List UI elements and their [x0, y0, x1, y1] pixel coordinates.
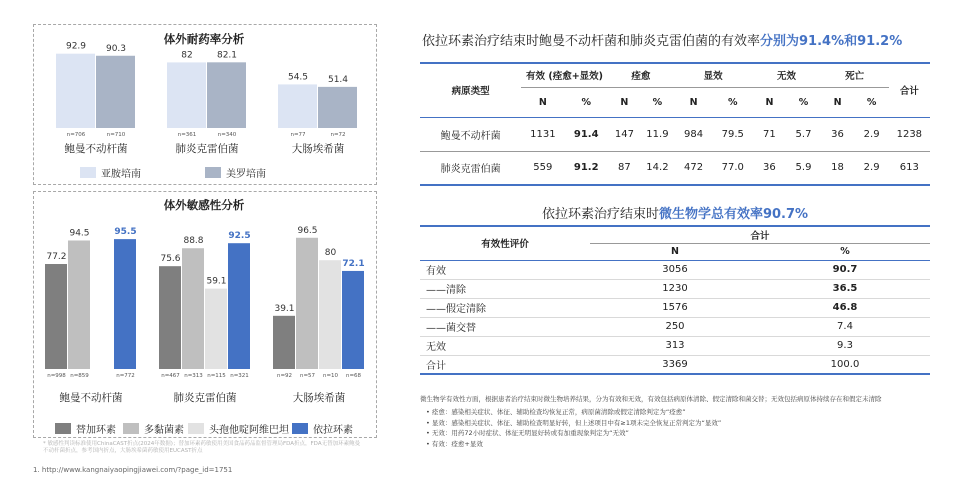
note-item: • 显效：感染相关症状、体征、辅助检查明显好转，但上述项目中有≥1项未完全恢复正常判定为“显效” [426, 418, 722, 427]
data-label: 82 [181, 50, 193, 61]
sample-size-label: n=361 [177, 132, 197, 138]
sample-size-label: n=706 [66, 132, 86, 138]
note-item: • 有效：痊愈+显效 [426, 439, 483, 448]
cell-eff-pct: 91.4 [573, 128, 599, 140]
resistance-title: 体外耐药率分析 [163, 32, 245, 46]
data-label: 90.3 [105, 43, 127, 54]
legend-label: 亚胺培南 [101, 169, 141, 180]
legend-swatch [123, 423, 139, 434]
table2-subheader-pct: % [840, 246, 850, 257]
table1-subheader-pct: % [728, 96, 738, 108]
cell-label: 无效 [426, 342, 446, 353]
bar [278, 84, 317, 128]
bar [114, 239, 136, 369]
sensitivity-legend-tigecycline [55, 421, 116, 436]
cell-p: 100.0 [830, 358, 860, 370]
cell-eff-n: 559 [533, 162, 553, 174]
sample-size-label: n=57 [299, 373, 316, 379]
efficacy-notes [420, 394, 940, 449]
cell-marked-n: 984 [684, 128, 704, 140]
resistance-chart [33, 24, 375, 184]
cell-eff-pct: 91.2 [573, 162, 599, 174]
table1-title-highlight: 分别为91.4%和91.2% [760, 34, 903, 49]
table-row [420, 260, 930, 279]
category-label: 鲍曼不动杆菌 [64, 143, 128, 155]
note-text: 显效：感染相关症状、体征、辅助检查明显好转，但上述项目中有≥1项未完全恢复正常判定为“显效” [431, 418, 722, 427]
data-label: 95.5 [114, 227, 137, 238]
table1-header-cure: 痊愈 [608, 63, 674, 87]
legend-swatch [292, 423, 308, 434]
data-label: 92.9 [65, 41, 87, 52]
note-text: 无效：用药72小时症状、体征无明显好转或有加重现象判定为“无效” [431, 429, 629, 438]
table1-header-invalid: 无效 [752, 63, 820, 87]
table1-title [422, 30, 902, 49]
category-label: 肺炎克雷伯菌 [175, 143, 239, 155]
sample-size-label: n=467 [161, 373, 180, 379]
table-row [420, 279, 930, 298]
table1-subheader-n: N [689, 96, 698, 108]
table-row [420, 298, 930, 317]
table1-subheader-n: N [765, 96, 774, 108]
sensitivity-legend-eravacycline [292, 421, 353, 436]
bar [205, 289, 227, 369]
table1-subheader-n: N [538, 96, 547, 108]
note-text: 有效：痊愈+显效 [431, 439, 483, 448]
cell-cure-n: 87 [618, 162, 631, 174]
cell-total: 613 [899, 162, 919, 174]
cell-label: 有效 [426, 266, 446, 277]
bar [342, 271, 364, 369]
cell-label: ——假定清除 [426, 304, 486, 315]
sample-size-label: n=77 [290, 132, 306, 138]
table2-subheader-n: N [671, 246, 679, 257]
cell-type: 鲍曼不动杆菌 [440, 130, 501, 142]
cell-p: 9.3 [837, 340, 853, 351]
data-label: 94.5 [69, 228, 90, 239]
table2-title-highlight: 微生物学总有效率90.7% [658, 207, 809, 222]
cell-death-pct: 2.9 [863, 128, 880, 140]
data-label: 75.6 [160, 254, 181, 265]
table1-subheader-pct: % [581, 96, 591, 108]
efficacy-by-pathogen-table [420, 62, 930, 186]
sample-size-label: n=998 [47, 373, 66, 379]
legend-swatch [80, 167, 96, 178]
sample-size-label: n=772 [116, 373, 135, 379]
sample-size-label: n=72 [330, 132, 346, 138]
data-label: 54.5 [287, 72, 309, 83]
notes-intro: 微生物学有效性方面，根据患者治疗结束时微生物培养结果，分为有效和无效，有效包括病原体清除、假定清除和菌交替；无效包括病原体持续存在和假定未清除 [420, 395, 882, 403]
table1-subheader-n: N [833, 96, 842, 108]
cell-invalid-n: 71 [763, 128, 776, 140]
data-label: 59.1 [206, 276, 227, 287]
data-label: 92.5 [228, 231, 251, 242]
left-footnote: * 敏感性判读标准使用ChinaCAST折点(2024年数据)；替加环素药敏使用美国食品药品监督管理局FDA折点，FDA无替加环素鲍曼不动杆菌折点，参考国内折点，大肠埃希菌药敏使用EUCAST折点 [43, 441, 361, 455]
sensitivity-title: 体外敏感性分析 [163, 198, 245, 212]
data-label: 51.4 [327, 74, 349, 85]
bar [159, 266, 181, 369]
table-row [420, 355, 930, 374]
cell-cure-n: 147 [614, 128, 634, 140]
sensitivity-legend-polymyxin [123, 421, 184, 436]
cell-p: 36.5 [832, 283, 858, 294]
legend-label: 依拉环素 [313, 425, 353, 436]
bar [228, 243, 250, 369]
table-row [420, 317, 930, 336]
table2-header-total: 合计 [590, 226, 930, 243]
table1-subheader-pct: % [866, 96, 877, 108]
table1-header-type: 病原类型 [420, 63, 521, 117]
cell-label: 合计 [426, 360, 446, 372]
cell-death-n: 36 [831, 128, 844, 140]
bar [68, 240, 90, 369]
cell-n: 3369 [662, 358, 688, 370]
cell-marked-pct: 77.0 [721, 162, 744, 174]
data-label: 82.1 [216, 50, 238, 61]
legend-swatch [55, 423, 71, 434]
cell-cure-pct: 14.2 [646, 162, 669, 174]
note-item: • 无效：用药72小时症状、体征无明显好转或有加重现象判定为“无效” [426, 429, 629, 438]
cell-n: 1230 [662, 283, 688, 294]
table-row [420, 336, 930, 355]
bar [318, 87, 357, 128]
sample-size-label: n=313 [184, 373, 203, 379]
legend-label: 头孢他啶阿维巴坦 [209, 425, 289, 436]
resistance-legend-meropenem [205, 165, 266, 180]
note-item: • 痊愈：感染相关症状、体征、辅助检查均恢复正常，病原菌清除或假定清除判定为“痊愈” [426, 408, 686, 417]
cell-n: 313 [665, 340, 685, 351]
sample-size-label: n=859 [70, 373, 89, 379]
sensitivity-legend-caz-avi [188, 421, 289, 436]
cell-cure-pct: 11.9 [646, 128, 669, 140]
bar [207, 62, 246, 128]
cell-n: 3056 [662, 264, 688, 275]
legend-label: 替加环素 [76, 425, 116, 436]
cell-total: 1238 [896, 128, 923, 140]
cell-marked-n: 472 [684, 162, 704, 174]
cell-label: ——菌交替 [426, 323, 476, 334]
table2-title [420, 203, 930, 222]
cell-death-pct: 2.9 [863, 162, 880, 174]
data-label: 39.1 [274, 303, 295, 314]
microbiological-efficacy-table [420, 225, 930, 375]
data-label: 77.2 [46, 252, 67, 263]
legend-swatch [205, 167, 221, 178]
table1-subheader-n: N [620, 96, 629, 108]
table1-header-total: 合计 [889, 63, 930, 117]
cell-eff-n: 1131 [530, 128, 556, 140]
table1-header-marked: 显效 [674, 63, 752, 87]
table2-title-text: 依拉环素治疗结束时 [541, 207, 659, 222]
data-label: 80 [324, 248, 337, 259]
bar [182, 248, 204, 369]
sample-size-label: n=115 [207, 373, 226, 379]
bar [273, 316, 295, 369]
bar [319, 260, 341, 369]
cell-n: 250 [665, 321, 685, 332]
table1-subheader-pct: % [652, 96, 663, 108]
bar [296, 238, 318, 369]
sample-size-label: n=10 [322, 373, 339, 379]
reference-link[interactable]: 1. http://www.kangnaiyaopingjiawei.com/?page_id=1751 [33, 466, 233, 474]
legend-label: 美罗培南 [226, 169, 266, 180]
sample-size-label: n=710 [106, 132, 126, 138]
data-label: 72.1 [342, 258, 365, 269]
sample-size-label: n=321 [230, 373, 249, 379]
bar [167, 62, 206, 128]
cell-p: 46.8 [832, 302, 858, 313]
bar [96, 56, 135, 128]
table1-header-death: 死亡 [821, 63, 889, 87]
table1-title-text: 依拉环素治疗结束时鲍曼不动杆菌和肺炎克雷伯菌的有效率 [422, 34, 761, 49]
legend-swatch [188, 423, 204, 434]
sample-size-label: n=340 [217, 132, 237, 138]
table-row [420, 151, 930, 185]
cell-type: 肺炎克雷伯菌 [440, 164, 501, 176]
category-label: 大肠埃希菌 [291, 143, 345, 155]
cell-invalid-pct: 5.7 [795, 128, 812, 140]
category-label: 肺炎克雷伯菌 [173, 392, 237, 404]
sample-size-label: n=68 [345, 373, 362, 379]
sensitivity-chart [33, 191, 375, 421]
bar [56, 54, 95, 128]
cell-invalid-pct: 5.9 [795, 162, 812, 174]
legend-label: 多黏菌素 [144, 425, 184, 436]
category-label: 大肠埃希菌 [292, 392, 346, 404]
cell-n: 1576 [662, 302, 688, 313]
category-label: 鲍曼不动杆菌 [59, 392, 123, 404]
cell-death-n: 18 [831, 162, 844, 174]
sample-size-label: n=92 [276, 373, 293, 379]
cell-invalid-n: 36 [763, 162, 776, 174]
table-row [420, 117, 930, 151]
table2-header-eval: 有效性评价 [420, 226, 590, 260]
cell-p: 7.4 [837, 321, 853, 332]
cell-label: ——清除 [426, 285, 466, 296]
data-label: 96.5 [297, 225, 318, 236]
cell-marked-pct: 79.5 [721, 128, 744, 140]
note-text: 痊愈：感染相关症状、体征、辅助检查均恢复正常，病原菌清除或假定清除判定为“痊愈” [431, 408, 686, 417]
cell-p: 90.7 [832, 264, 858, 275]
table1-subheader-pct: % [798, 96, 809, 108]
resistance-legend-imipenem [80, 165, 141, 180]
data-label: 88.8 [183, 236, 204, 247]
bar [45, 264, 67, 369]
table1-header-eff: 有效 (痊愈+显效) [521, 63, 608, 87]
